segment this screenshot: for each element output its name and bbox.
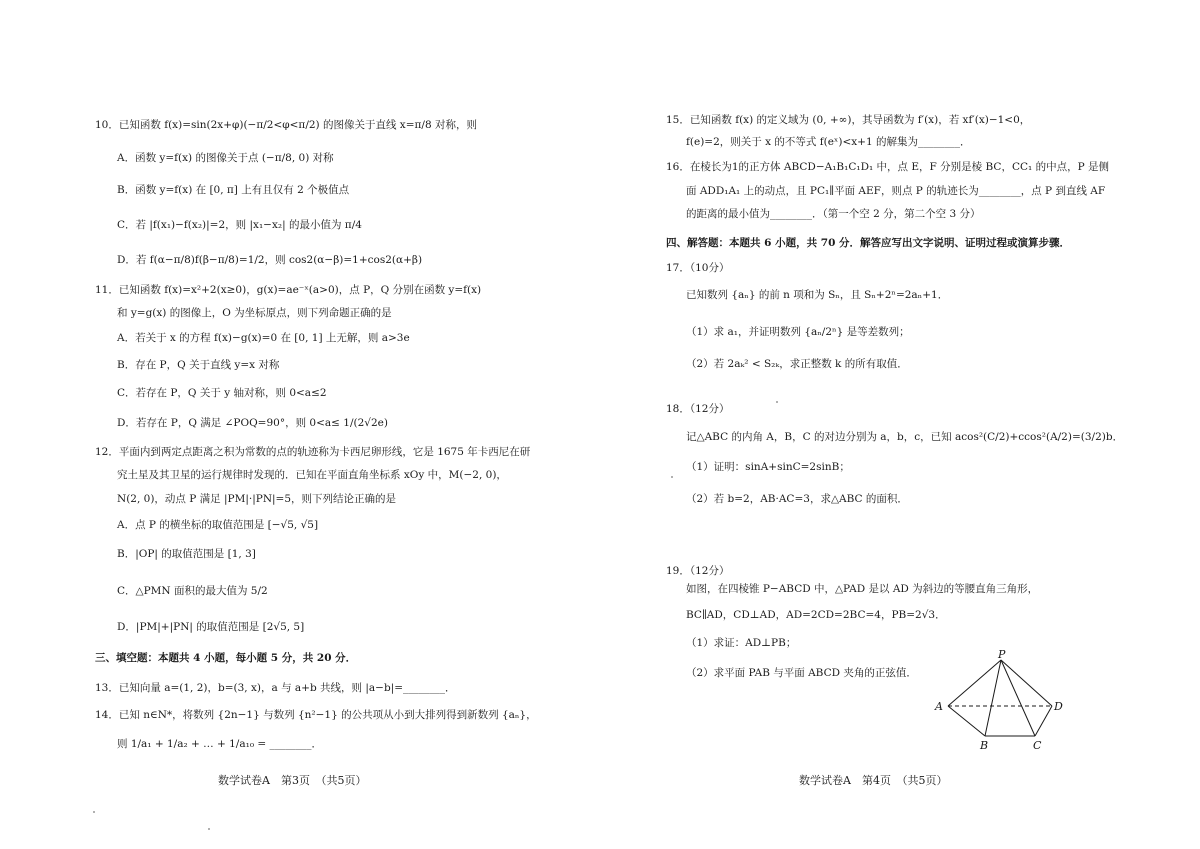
q18-heading: 18．（12分） [666,403,730,415]
q11-option-b: B．存在 P，Q 关于直线 y=x 对称 [117,359,280,371]
edge-pd [1001,660,1052,706]
edge-pc [1001,660,1035,736]
q12-stem: 12．平面内到两定点距离之积为常数的点的轨迹称为卡西尼卵形线，它是 1675 年卡西尼在研 [95,446,531,458]
vertex-label-a: A [935,700,943,713]
q16-stem: 16．在棱长为1的正方体 ABCD−A₁B₁C₁D₁ 中，点 E，F 分别是棱 BC，CC₁ 的中点，P 是侧 [666,161,1109,173]
q10-option-d: D．若 f(α−π/8)f(β−π/8)=1/2，则 cos2(α−β)=1+cos2(α+β) [117,254,423,266]
section-solutions-heading: 四、解答题：本题共 6 小题，共 70 分．解答应写出文字说明、证明过程或演算步骤． [666,237,1071,249]
q17-heading: 17．（10分） [666,262,730,274]
q12-option-d: D．|PM|+|PN| 的取值范围是 [2√5, 5] [117,621,305,633]
q12-stem-cont-2: N(2, 0)，动点 P 满足 |PM|·|PN|=5，则下列结论正确的是 [117,493,397,505]
vertex-label-b: B [980,739,989,752]
q11-option-a: A．若关于 x 的方程 f(x)−g(x)=0 在 [0, 1] 上无解，则 a>3e [117,332,410,344]
q17-part-2: （2）若 2aₖ² < S₂ₖ，求正整数 k 的所有取值． [686,358,908,370]
q15-stem: 15．已知函数 f(x) 的定义域为 (0, +∞)，其导函数为 f′(x)，若 xf′(x)−1<0， [666,114,1031,126]
q12-stem-cont-1: 究土星及其卫星的运行规律时发现的．已知在平面直角坐标系 xOy 中，M(−2, 0)， [117,469,507,481]
edge-ab [948,706,985,736]
q16-stem-cont-2: 的距离的最小值为________．（第一个空 2 分，第二个空 3 分） [686,208,981,220]
q11-stem: 11．已知函数 f(x)=x²+2(x≥0)，g(x)=ae⁻ˣ(a>0)，点 P，Q 分别在函数 y=f(x) [95,284,482,296]
q10-option-a: A．函数 y=f(x) 的图像关于点 (−π/8, 0) 对称 [117,152,334,164]
q18-stem: 记△ABC 的内角 A，B，C 的对边分别为 a，b，c，已知 acos²(C/2)+ccos²(A/2)=(3/2)b． [686,431,1124,443]
q13-stem: 13．已知向量 a=(1, 2)，b=(3, x)，a 与 a+b 共线，则 |a−b|=________． [95,682,456,694]
q12-option-c: C．△PMN 面积的最大值为 5/2 [117,585,268,597]
scan-speck [208,828,210,830]
q19-stem-cont: BC∥AD，CD⊥AD，AD=2CD=2BC=4，PB=2√3． [686,609,946,621]
q19-stem: 如图，在四棱锥 P−ABCD 中，△PAD 是以 AD 为斜边的等腰直角三角形， [686,583,1039,595]
q17-stem: 已知数列 {aₙ} 的前 n 项和为 Sₙ，且 Sₙ+2ⁿ=2aₙ+1． [686,289,949,301]
pyramid-figure [930,648,1063,756]
q14-stem-cont: 则 1/a₁ + 1/a₂ + … + 1/a₁₀ = ________． [117,738,323,750]
page-4 [600,0,1200,849]
section-fill-in-heading: 三、填空题：本题共 4 小题，每小题 5 分，共 20 分． [95,652,357,664]
q15-stem-cont: f(e)=2，则关于 x 的不等式 f(eˣ)<x+1 的解集为________． [686,136,971,148]
q10-option-b: B．函数 y=f(x) 在 [0, π] 上有且仅有 2 个极值点 [117,184,350,196]
scan-speck [776,401,778,403]
page-footer: 数学试卷A 第3页 （共5页） [218,774,367,787]
q12-option-a: A．点 P 的横坐标的取值范围是 [−√5, √5] [117,519,319,531]
q10-stem: 10．已知函数 f(x)=sin(2x+φ)(−π/2<φ<π/2) 的图像关于直线 x=π/8 对称，则 [95,119,477,131]
q11-option-c: C．若存在 P，Q 关于 y 轴对称，则 0<a≤2 [117,387,327,399]
q18-part-2: （2）若 b=2，AB·AC=3，求△ABC 的面积． [686,493,908,505]
vertex-label-p: P [998,648,1006,661]
scan-speck [671,476,673,478]
vertex-label-d: D [1054,700,1063,713]
q11-stem-cont: 和 y=g(x) 的图像上，O 为坐标原点，则下列命题正确的是 [117,307,392,319]
q17-part-1: （1）求 a₁，并证明数列 {aₙ/2ⁿ} 是等差数列； [686,326,910,338]
vertex-label-c: C [1033,739,1042,752]
q18-part-1: （1）证明：sinA+sinC=2sinB； [686,461,850,473]
q19-part-1: （1）求证：AD⊥PB； [686,637,797,649]
q16-stem-cont-1: 面 ADD₁A₁ 上的动点，且 PC₁∥平面 AEF，则点 P 的轨迹长为________，点 P 到直线 AF [686,185,1106,197]
scan-speck [93,811,95,813]
page-footer: 数学试卷A 第4页 （共5页） [799,774,948,787]
q19-part-2: （2）求平面 PAB 与平面 ABCD 夹角的正弦值． [686,667,917,679]
q14-stem: 14．已知 n∈N*，将数列 {2n−1} 与数列 {n²−1} 的公共项从小到大排列得到新数列 {aₙ}， [95,709,537,721]
edge-cd [1035,706,1052,736]
q11-option-d: D．若存在 P，Q 满足 ∠POQ=90°，则 0<a≤ 1/(2√2e) [117,417,388,429]
q12-option-b: B．|OP| 的取值范围是 [1, 3] [117,548,256,560]
q10-option-c: C．若 |f(x₁)−f(x₂)|=2，则 |x₁−x₂| 的最小值为 π/4 [117,219,362,231]
q19-heading: 19．（12分） [666,565,730,577]
